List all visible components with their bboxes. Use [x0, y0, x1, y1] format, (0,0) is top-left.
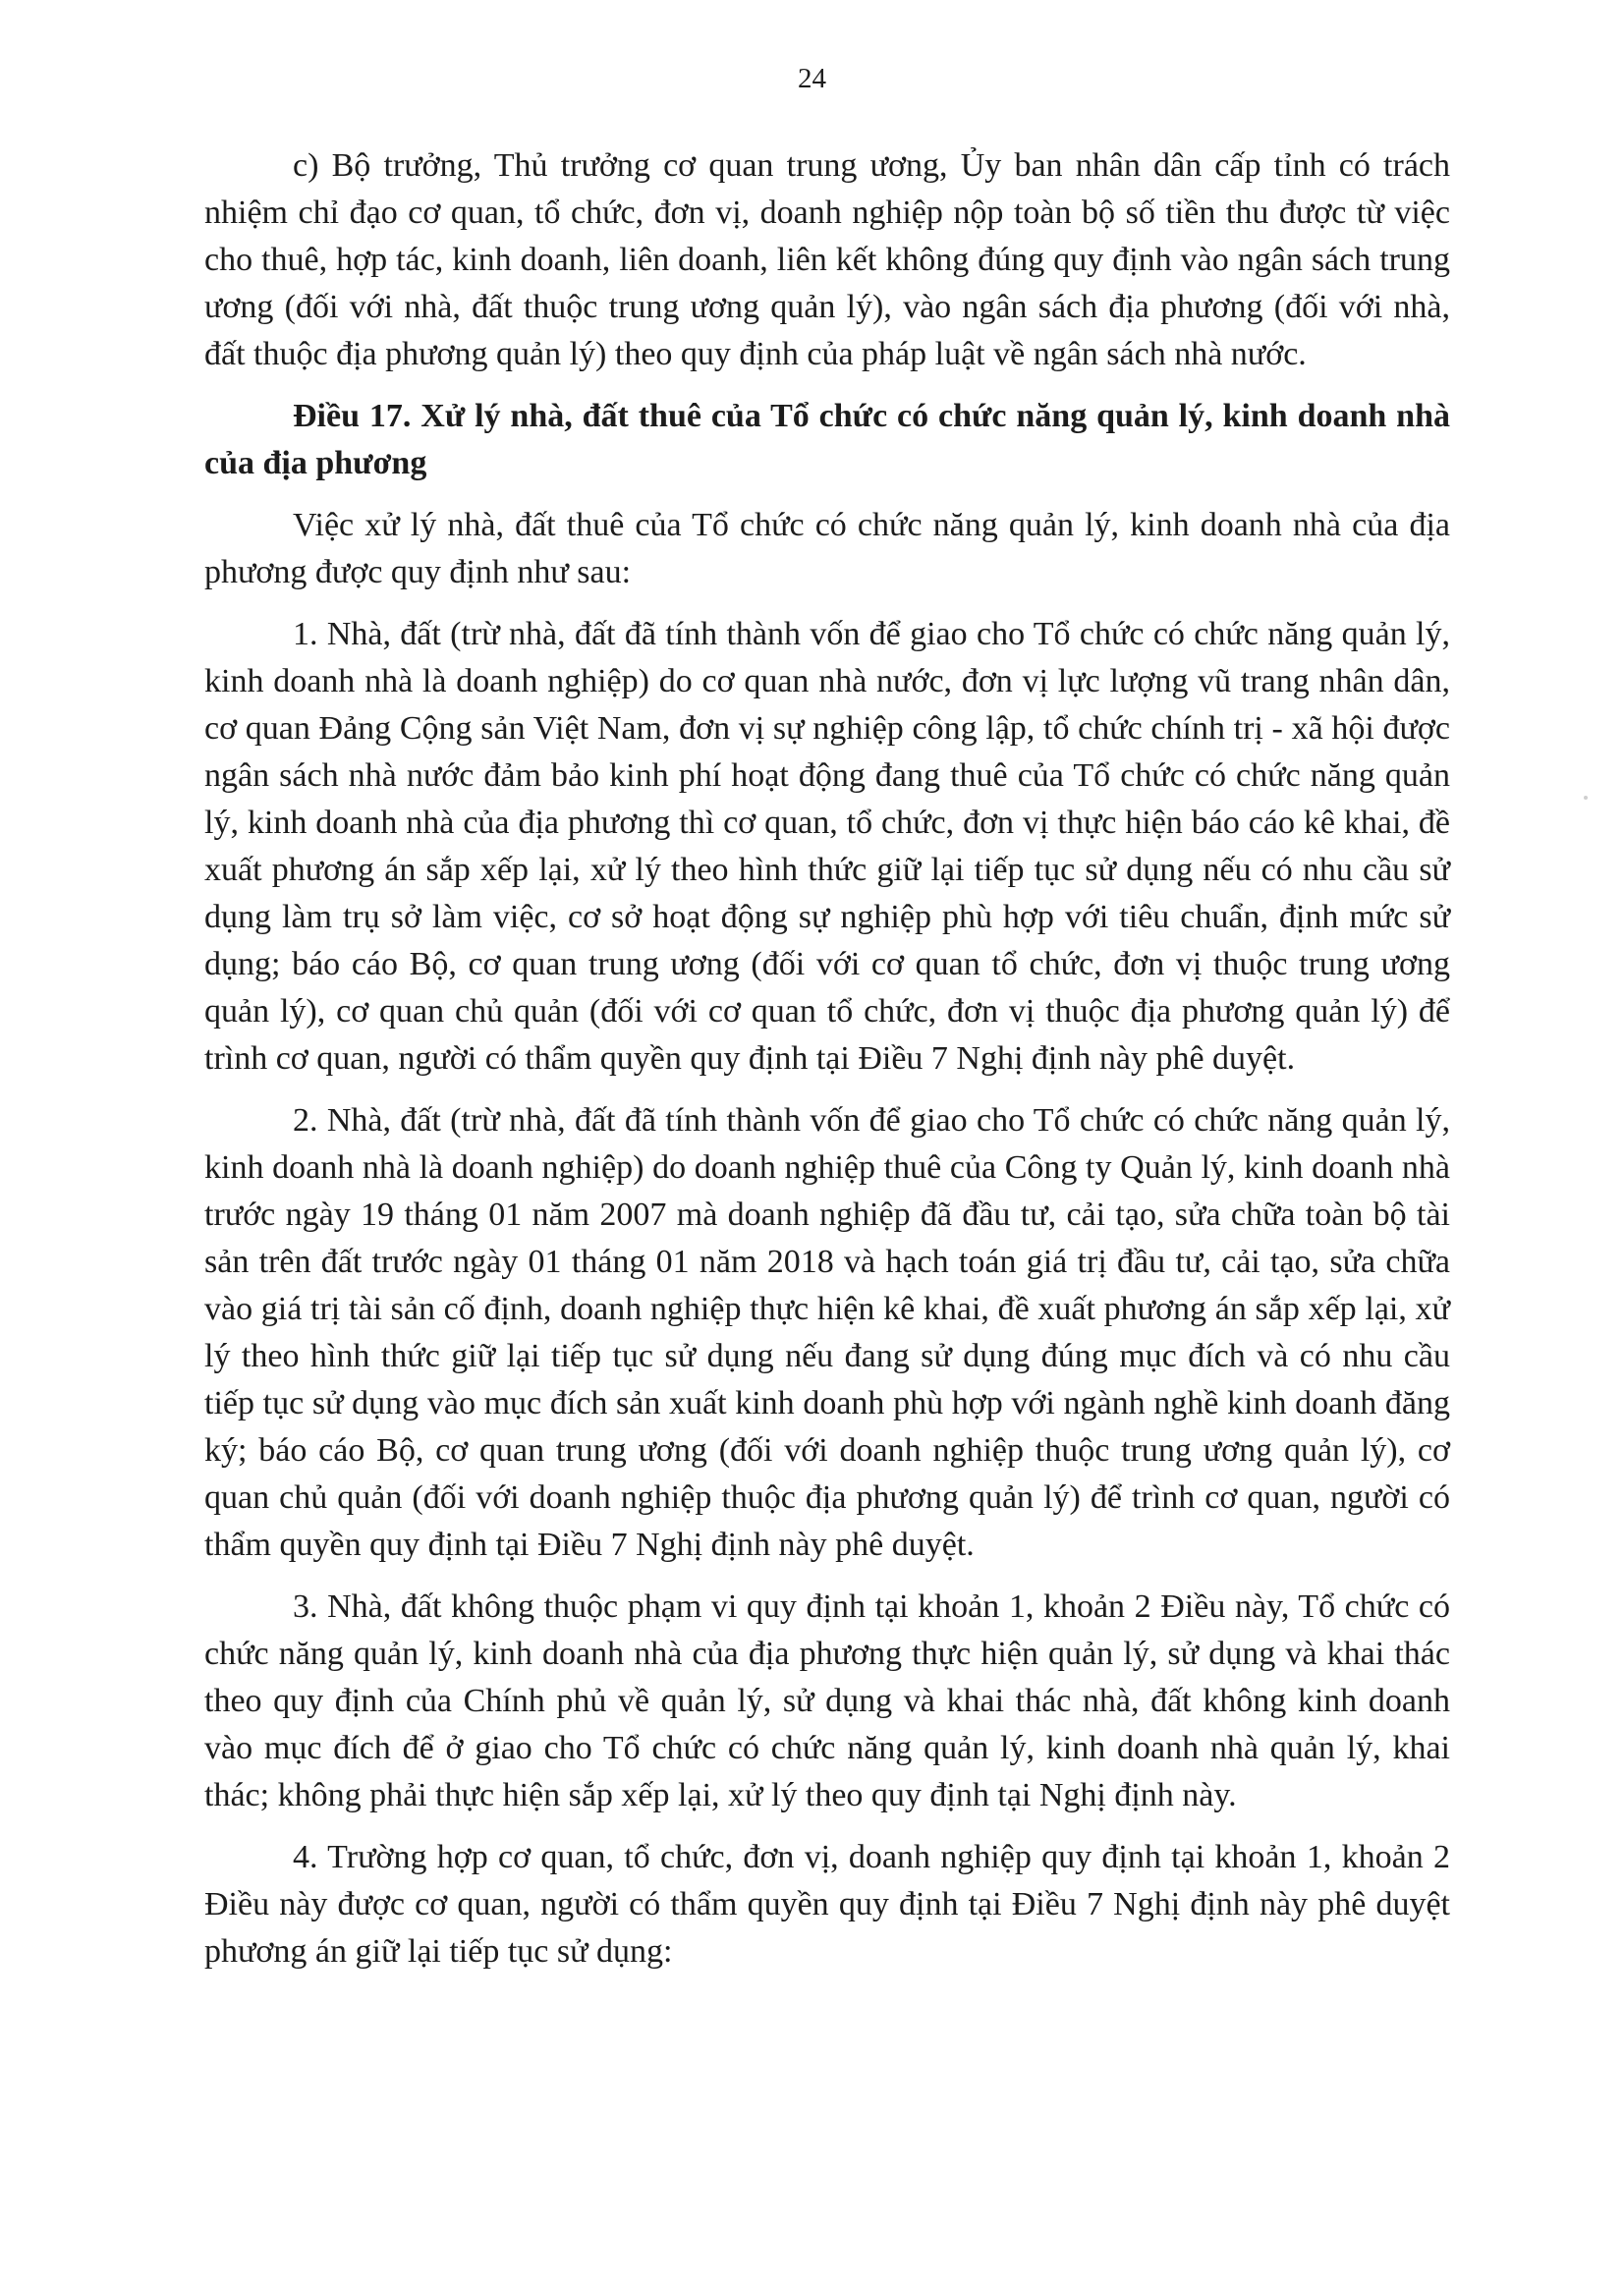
paragraph-c: c) Bộ trưởng, Thủ trưởng cơ quan trung ương, Ủy ban nhân dân cấp tỉnh có trách nhiệm chỉ đạo cơ quan, tổ chức, đơn vị, doanh nghiệp nộp toàn bộ số tiền thu được từ việc cho thuê, hợp tác, kinh doanh, liên doanh, liên kết không đúng quy định vào ngân sách trung ương (đối với nhà, đất thuộc trung ương quản lý), vào ngân sách địa phương (đối với nhà, đất thuộc địa phương quản lý) theo quy định của pháp luật về ngân sách nhà nước. [204, 147, 1450, 372]
document-body [204, 142, 1450, 1990]
article-17-intro: Việc xử lý nhà, đất thuê của Tổ chức có chức năng quản lý, kinh doanh nhà của địa phương được quy định như sau: [204, 507, 1450, 590]
clause-3: 3. Nhà, đất không thuộc phạm vi quy định tại khoản 1, khoản 2 Điều này, Tổ chức có chức năng quản lý, kinh doanh nhà của địa phương thực hiện quản lý, sử dụng và khai thác theo quy định của Chính phủ về quản lý, sử dụng và khai thác nhà, đất không kinh doanh vào mục đích để ở giao cho Tổ chức có chức năng quản lý, kinh doanh nhà quản lý, khai thác; không phải thực hiện sắp xếp lại, xử lý theo quy định tại Nghị định này. [204, 1588, 1450, 1813]
clause-4: 4. Trường hợp cơ quan, tổ chức, đơn vị, doanh nghiệp quy định tại khoản 1, khoản 2 Điều này được cơ quan, người có thẩm quyền quy định tại Điều 7 Nghị định này phê duyệt phương án giữ lại tiếp tục sử dụng: [204, 1839, 1450, 1970]
clause-2: 2. Nhà, đất (trừ nhà, đất đã tính thành vốn để giao cho Tổ chức có chức năng quản lý, kinh doanh nhà là doanh nghiệp) do doanh nghiệp thuê của Công ty Quản lý, kinh doanh nhà trước ngày 19 tháng 01 năm 2007 mà doanh nghiệp đã đầu tư, cải tạo, sửa chữa toàn bộ tài sản trên đất trước ngày 01 tháng 01 năm 2018 và hạch toán giá trị đầu tư, cải tạo, sửa chữa vào giá trị tài sản cố định, doanh nghiệp thực hiện kê khai, đề xuất phương án sắp xếp lại, xử lý theo hình thức giữ lại tiếp tục sử dụng nếu đang sử dụng đúng mục đích và có nhu cầu tiếp tục sử dụng vào mục đích sản xuất kinh doanh phù hợp với ngành nghề kinh doanh đăng ký; báo cáo Bộ, cơ quan trung ương (đối với doanh nghiệp thuộc trung ương quản lý), cơ quan chủ quản (đối với doanh nghiệp thuộc địa phương quản lý) để trình cơ quan, người có thẩm quyền quy định tại Điều 7 Nghị định này phê duyệt. [204, 1102, 1450, 1563]
scan-speck [1584, 796, 1588, 800]
page-number: 24 [798, 63, 826, 94]
article-17-heading: Điều 17. Xử lý nhà, đất thuê của Tổ chức có chức năng quản lý, kinh doanh nhà của địa phương [204, 398, 1450, 481]
clause-1: 1. Nhà, đất (trừ nhà, đất đã tính thành vốn để giao cho Tổ chức có chức năng quản lý, kinh doanh nhà là doanh nghiệp) do cơ quan nhà nước, đơn vị lực lượng vũ trang nhân dân, cơ quan Đảng Cộng sản Việt Nam, đơn vị sự nghiệp công lập, tổ chức chính trị - xã hội được ngân sách nhà nước đảm bảo kinh phí hoạt động đang thuê của Tổ chức có chức năng quản lý, kinh doanh nhà của địa phương thì cơ quan, tổ chức, đơn vị thực hiện báo cáo kê khai, đề xuất phương án sắp xếp lại, xử lý theo hình thức giữ lại tiếp tục sử dụng nếu có nhu cầu sử dụng làm trụ sở làm việc, cơ sở hoạt động sự nghiệp phù hợp với tiêu chuẩn, định mức sử dụng; báo cáo Bộ, cơ quan trung ương (đối với cơ quan tổ chức, đơn vị thuộc trung ương quản lý), cơ quan chủ quản (đối với cơ quan tổ chức, đơn vị thuộc địa phương quản lý) để trình cơ quan, người có thẩm quyền quy định tại Điều 7 Nghị định này phê duyệt. [204, 616, 1450, 1077]
